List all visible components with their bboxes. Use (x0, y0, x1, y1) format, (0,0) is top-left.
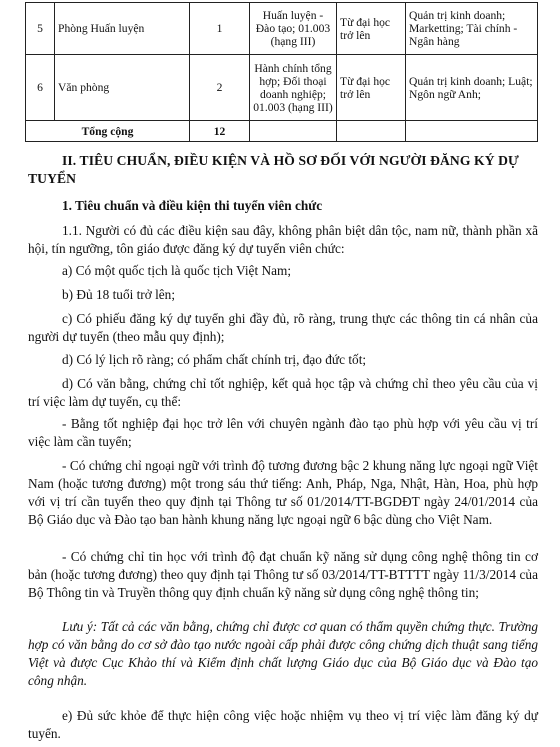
item-b: b) Đủ 18 tuổi trở lên; (62, 287, 176, 302)
job-position: Hành chính tổng hợp; Đối thoại doanh nghiệp; 01.003 (hạng III) (250, 55, 337, 121)
bullet-informatics: - Có chứng chỉ tin học với trình độ đạt chuẩn kỹ năng sử dụng công nghệ thông tin cơ bản (hoặc tương đương) theo quy định tại Thông tư số 03/2014/TT-BTTTT ngày 11/3/2014 của Bộ Thông tin và Truyền thông quy định chuẩn kỹ năng sử dụng công nghệ thông tin; (28, 549, 538, 600)
note: Lưu ý: Tất cả các văn bằng, chứng chỉ được cơ quan có thẩm quyền chứng thực. Trường hợp có văn bằng do cơ sở đào tạo nước ngoài cấp phải được công chứng dịch thuật sang tiếng Việt và được Cục Khảo thí và Kiểm định chất lượng Giáo dục của Bộ Giáo dục và Đào tạo công nhận. (28, 619, 538, 688)
item-e: e) Đủ sức khỏe để thực hiện công việc hoặc nhiệm vụ theo vị trí việc làm đăng ký dự tuyển. (28, 708, 538, 741)
table-row (26, 3, 538, 55)
total-value: 12 (190, 121, 250, 142)
bullet-degree: - Bằng tốt nghiệp đại học trở lên với chuyên ngành đào tạo phù hợp với yêu cầu vị trí việc làm cần tuyển; (28, 416, 538, 449)
bullet-language: - Có chứng chỉ ngoại ngữ với trình độ tương đương bậc 2 khung năng lực ngoại ngữ Việt Nam (hoặc tương đương) một trong sáu thứ tiếng: Anh, Pháp, Nga, Nhật, Hàn, Hoa, phù hợp với vị trí cần tuyển theo quy định tại Thông tư số 01/2014/TT-BGDĐT ngày 24/01/2014 của Bộ Giáo dục và Đào tạo ban hành khung năng lực ngoại ngữ 6 bậc dùng cho Việt Nam. (28, 458, 538, 527)
item-d: d) Có lý lịch rõ ràng; có phẩm chất chính trị, đạo đức tốt; (62, 352, 367, 367)
recruitment-table (25, 2, 538, 142)
row-number: 6 (26, 55, 55, 121)
education-level: Từ đại học trở lên (337, 3, 406, 55)
education-level: Từ đại học trở lên (337, 55, 406, 121)
field-of-study: Quản trị kinh doanh; Marketting; Tài chính - Ngân hàng (406, 3, 538, 55)
field-of-study: Quản trị kinh doanh; Luật; Ngôn ngữ Anh; (406, 55, 538, 121)
section-heading: II. TIÊU CHUẨN, ĐIỀU KIỆN VÀ HỒ SƠ ĐỐI VỚI NGƯỜI ĐĂNG KÝ DỰ TUYỂN (28, 153, 519, 186)
table-row (26, 55, 538, 121)
item-dd: d) Có văn bằng, chứng chỉ tốt nghiệp, kết quả học tập và chứng chỉ theo yêu cầu của vị trí việc làm dự tuyển, cụ thể: (28, 376, 538, 409)
row-number: 5 (26, 3, 55, 55)
quantity: 2 (190, 55, 250, 121)
item-a: a) Có một quốc tịch là quốc tịch Việt Nam; (62, 263, 292, 278)
job-position: Huấn luyện - Đào tạo; 01.003 (hạng III) (250, 3, 337, 55)
table-total-row (26, 121, 538, 142)
item-c: c) Có phiếu đăng ký dự tuyển ghi đầy đủ, rõ ràng, trung thực các thông tin cá nhân của người dự tuyển (theo mẫu quy định); (28, 311, 538, 344)
quantity: 1 (190, 3, 250, 55)
total-label: Tổng cộng (26, 121, 190, 142)
subheading: 1. Tiêu chuẩn và điều kiện thi tuyển viên chức (62, 198, 323, 213)
unit-name: Văn phòng (55, 55, 190, 121)
unit-name: Phòng Huấn luyện (55, 3, 190, 55)
paragraph-1-1: 1.1. Người có đủ các điều kiện sau đây, không phân biệt dân tộc, nam nữ, thành phần xã hội, tín ngưỡng, tôn giáo được đăng ký dự tuyển viên chức: (28, 223, 538, 256)
